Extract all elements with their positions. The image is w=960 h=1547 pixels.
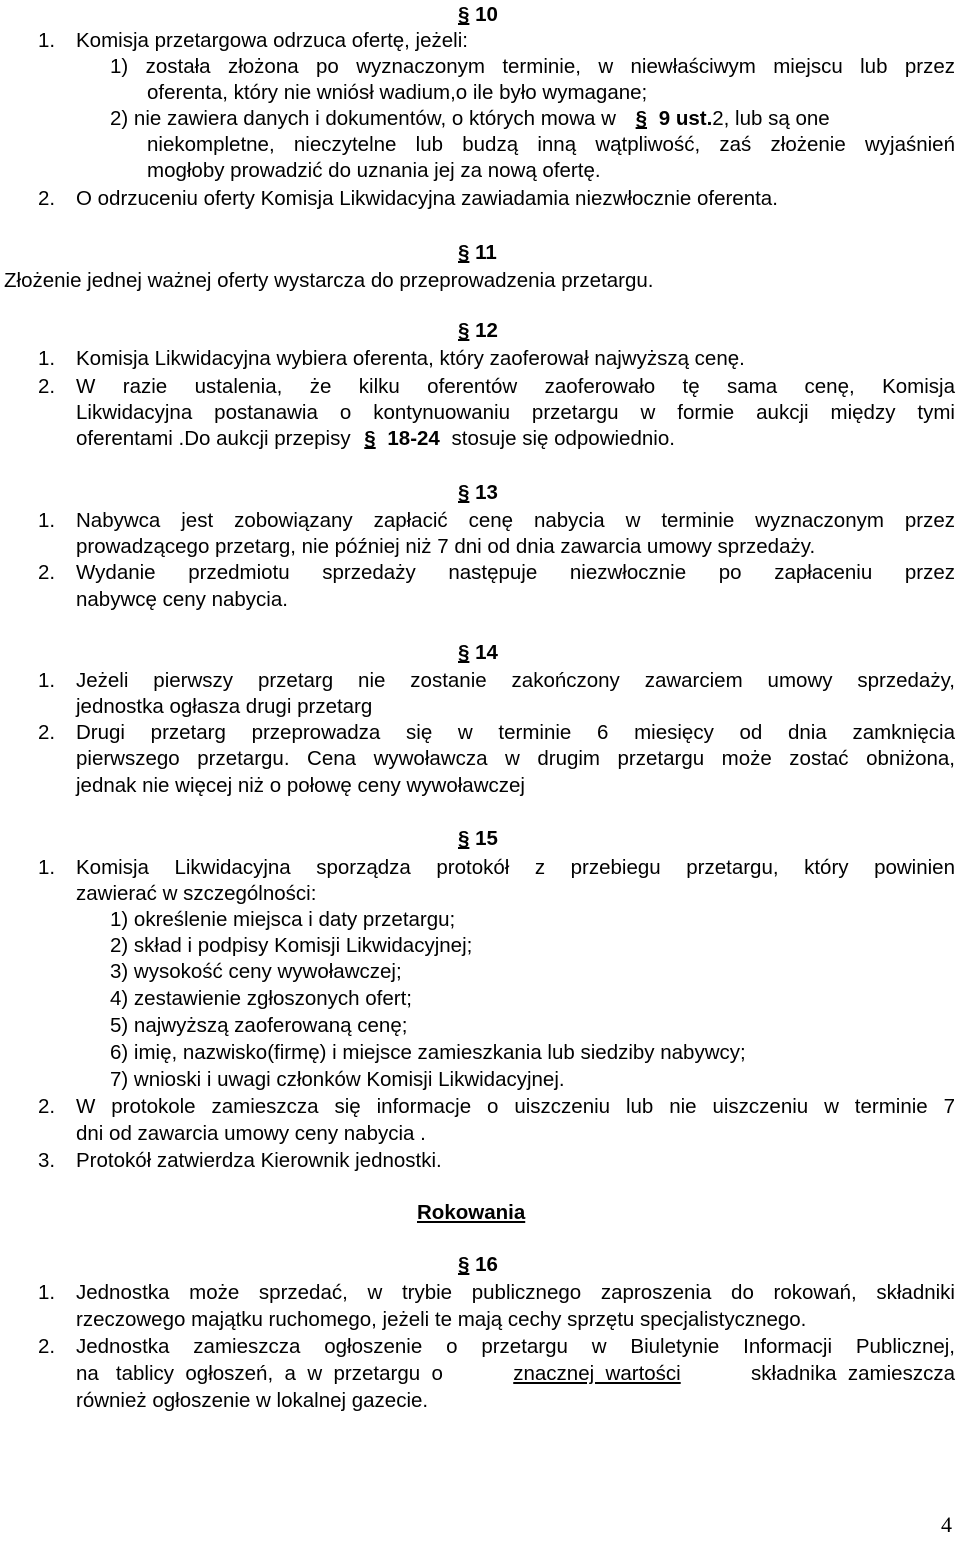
list-item-text: 2) nie zawiera danych i dokumentów, o których mowa w xyxy=(110,107,616,130)
list-number: 2. xyxy=(38,721,56,744)
section-reference: 9 ust. xyxy=(658,107,713,130)
list-number: 1. xyxy=(38,509,56,532)
section-symbol: § xyxy=(458,641,470,664)
section-number: 16 xyxy=(475,1253,498,1276)
paragraph-text: Drugi przetarg przeprowadza się w terminie 6 miesięcy od dnia zamknięcia xyxy=(76,721,955,744)
paragraph-text: jednak nie więcej niż o połowę ceny wywoławczej xyxy=(76,774,525,797)
page-number: 4 xyxy=(941,1512,952,1537)
list-item-text: 2, lub są one xyxy=(712,107,830,130)
section-symbol: § xyxy=(458,3,470,26)
list-number: 2. xyxy=(38,561,56,584)
list-item-continuation: niekompletne, nieczytelne lub budzą inną wątpliwość, zaś złożenie wyjaśnień xyxy=(147,133,955,156)
paragraph-text: O odrzuceniu oferty Komisja Likwidacyjna zawiadamia niezwłocznie oferenta. xyxy=(76,187,778,210)
paragraph-text: Jednostka może sprzedać, w trybie publicznego zaproszenia do rokowań, składniki xyxy=(76,1281,955,1304)
paragraph-text: prowadzącego przetarg, nie później niż 7 dni od dnia zawarcia umowy sprzedaży. xyxy=(76,535,816,558)
paragraph-text: W protokole zamieszcza się informacje o uiszczeniu lub nie uiszczeniu w terminie 7 xyxy=(76,1095,955,1118)
paragraph-line xyxy=(76,1361,955,1387)
list-number: 1. xyxy=(38,347,56,370)
section-symbol: § xyxy=(364,427,376,450)
list-item: 3) wysokość ceny wywoławczej; xyxy=(110,960,402,983)
paragraph-line xyxy=(76,426,675,452)
section-symbol: § xyxy=(458,481,470,504)
list-number: 3. xyxy=(38,1149,56,1172)
paragraph-text: na tablicy ogłoszeń, a w przetargu o xyxy=(76,1362,443,1385)
paragraph-text: oferentami .Do aukcji przepisy xyxy=(76,427,351,450)
list-number: 2. xyxy=(38,187,56,210)
list-number: 1. xyxy=(38,1281,56,1304)
paragraph-text: Nabywca jest zobowiązany zapłacić cenę nabycia w terminie wyznaczonym przez xyxy=(76,509,955,532)
paragraph-text: Likwidacyjna postanawia o kontynuowaniu przetargu w formie aukcji między tymi xyxy=(76,401,955,424)
list-item: 5) najwyższą zaoferowaną cenę; xyxy=(110,1014,408,1037)
list-number: 1. xyxy=(38,29,56,52)
list-item: 4) zestawienie zgłoszonych ofert; xyxy=(110,987,412,1010)
list-item: 2) skład i podpisy Komisji Likwidacyjnej; xyxy=(110,934,473,957)
list-item-continuation: oferenta, który nie wniósł wadium,o ile było wymagane; xyxy=(147,81,648,104)
section-symbol: § xyxy=(635,107,648,130)
list-item: 7) wnioski i uwagi członków Komisji Likwidacyjnej. xyxy=(110,1068,565,1091)
section-10-heading xyxy=(458,2,498,28)
section-13-heading xyxy=(458,480,498,506)
paragraph-text: Komisja przetargowa odrzuca ofertę, jeżeli: xyxy=(76,29,468,52)
paragraph-text: Wydanie przedmiotu sprzedaży następuje niezwłocznie po zapłaceniu przez xyxy=(76,561,955,584)
paragraph-text: rzeczowego majątku ruchomego, jeżeli te mają cechy sprzętu specjalistycznego. xyxy=(76,1308,807,1331)
paragraph-text: W razie ustalenia, że kilku oferentów zaoferowało tę sama cenę, Komisja xyxy=(76,375,955,398)
list-number: 2. xyxy=(38,1095,56,1118)
paragraph-text: Protokół zatwierdza Kierownik jednostki. xyxy=(76,1149,442,1172)
section-symbol: § xyxy=(458,319,470,342)
list-number: 1. xyxy=(38,669,56,692)
list-item-continuation: mogłoby prowadzić do uznania jej za nową ofertę. xyxy=(147,159,601,182)
paragraph-text: dni od zawarcia umowy ceny nabycia . xyxy=(76,1122,426,1145)
paragraph-text: Komisja Likwidacyjna sporządza protokół z przebiegu przetargu, który powinien xyxy=(76,856,955,879)
section-symbol: § xyxy=(458,1253,470,1276)
list-number: 1. xyxy=(38,856,56,879)
section-symbol: § xyxy=(458,241,470,264)
underlined-phrase: znacznej wartości xyxy=(513,1362,681,1385)
list-number: 2. xyxy=(38,1335,56,1358)
section-number: 11 xyxy=(475,241,497,264)
paragraph-text: składnika zamieszcza xyxy=(751,1362,955,1385)
paragraph-text: stosuje się odpowiednio. xyxy=(451,427,675,450)
section-number: 10 xyxy=(475,3,498,26)
paragraph-text: pierwszego przetargu. Cena wywoławcza w drugim przetargu może zostać obniżona, xyxy=(76,747,955,770)
section-12-heading xyxy=(458,318,498,344)
section-reference: 18-24 xyxy=(387,427,440,450)
paragraph-text: nabywcę ceny nabycia. xyxy=(76,588,288,611)
section-11-heading xyxy=(458,240,497,266)
paragraph-text: zawierać w szczególności: xyxy=(76,882,317,905)
list-item: 1) została złożona po wyznaczonym terminie, w niewłaściwym miejscu lub przez xyxy=(110,55,955,78)
section-number: 15 xyxy=(475,827,498,850)
list-item xyxy=(110,106,830,132)
section-number: 14 xyxy=(475,641,498,664)
section-symbol: § xyxy=(458,827,470,850)
paragraph-text: również ogłoszenie w lokalnej gazecie. xyxy=(76,1389,429,1412)
list-item: 1) określenie miejsca i daty przetargu; xyxy=(110,908,456,931)
section-15-heading xyxy=(458,826,498,852)
paragraph-text: Jednostka zamieszcza ogłoszenie o przetargu w Biuletynie Informacji Publicznej, xyxy=(76,1335,955,1358)
paragraph-text: Złożenie jednej ważnej oferty wystarcza do przeprowadzenia przetargu. xyxy=(4,269,654,292)
section-14-heading xyxy=(458,640,498,666)
paragraph-text: Komisja Likwidacyjna wybiera oferenta, który zaoferował najwyższą cenę. xyxy=(76,347,745,370)
list-number: 2. xyxy=(38,375,56,398)
list-item: 6) imię, nazwisko(firmę) i miejsce zamieszkania lub siedziby nabywcy; xyxy=(110,1041,746,1064)
chapter-title: Rokowania xyxy=(417,1201,526,1224)
paragraph-text: jednostka ogłasza drugi przetarg xyxy=(76,695,373,718)
section-16-heading xyxy=(458,1252,498,1278)
section-number: 12 xyxy=(475,319,498,342)
section-number: 13 xyxy=(475,481,498,504)
paragraph-text: Jeżeli pierwszy przetarg nie zostanie zakończony zawarciem umowy sprzedaży, xyxy=(76,669,955,692)
